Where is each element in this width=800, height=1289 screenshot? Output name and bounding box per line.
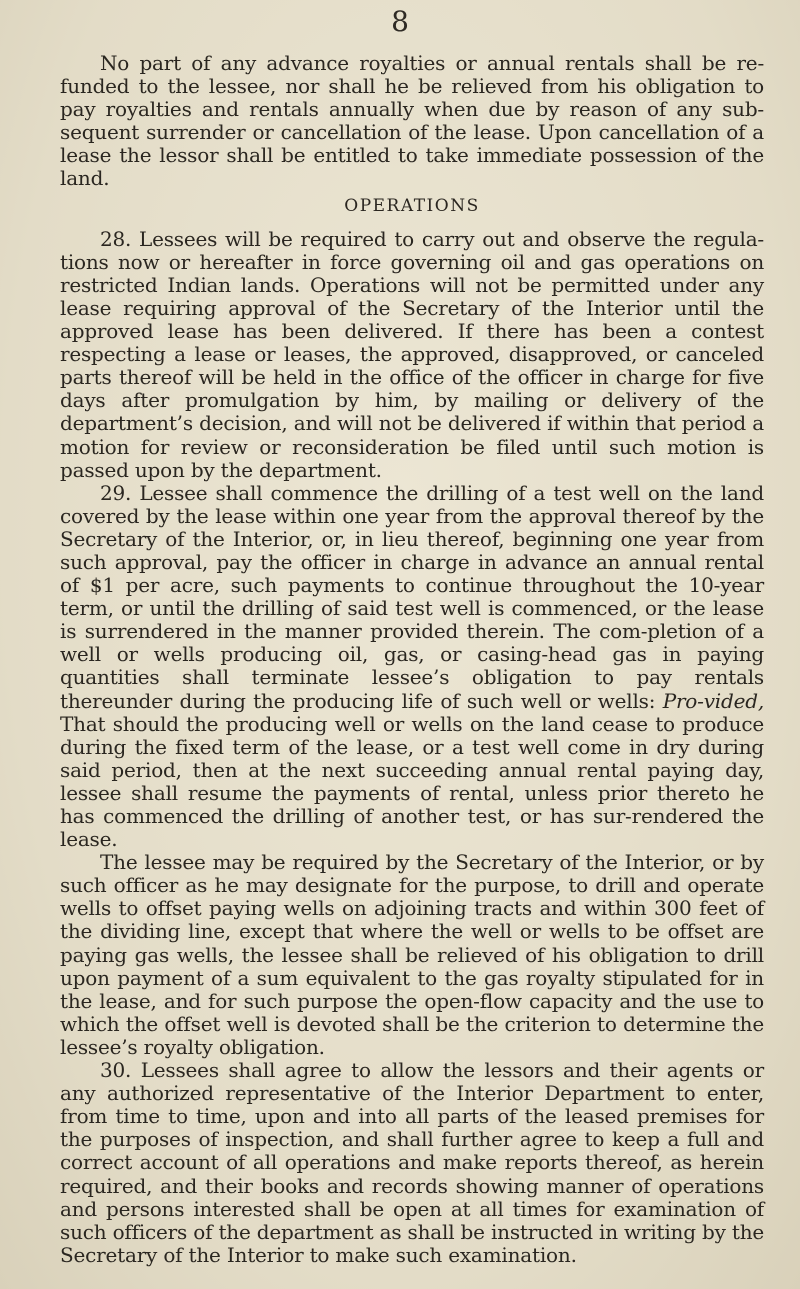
paragraph-29-proviso-text: That should the producing well or wells on the land cease to produce during the fixed term of the lease, or a test well come in dry during said period, then at the next succeeding annual rental paying day, lessee shall resume the payments of rental, unless prior thereto he has commenced the drilling of another test, or has sur-rendered the lease. <box>60 711 764 852</box>
paragraph-29 <box>60 482 764 852</box>
page-number: 8 <box>391 5 409 38</box>
paragraph-29-text: 29. Lessee shall commence the drilling of a test well on the land covered by the lease within one year from the approval thereof by the Secretary of the Interior, or, in lieu thereof, beginning one year from such approval, pay the officer in charge in advance an annual rental of $1 per acre, such payments to continue throughout the 10-year term, or until the drilling of said test well is commenced, or the lease is surrendered in the manner provided therein. The com-pletion of a well or wells producing oil, gas, or casing-head gas in paying quantities shall terminate lessee’s obligation to pay rentals thereunder during the producing life of such well or wells: <box>60 480 764 713</box>
paragraph-offset-wells: The lessee may be required by the Secretary of the Interior, or by such officer as he may designate for the purpose, to drill and operate wells to offset paying wells on adjoining tracts and within 300 feet of the dividing line, except that where the well or wells to be offset are paying gas wells, the lessee shall be relieved of his obligation to drill upon payment of a sum equivalent to the gas royalty stipulated for in the lease, and for such purpose the open-flow capacity and the use to which the offset well is devoted shall be the criterion to determine the lessee’s royalty obligation. <box>60 850 764 1059</box>
body-text <box>60 52 764 1267</box>
proviso-term: Pro-vided, <box>662 688 764 713</box>
paragraph-28: 28. Lessees will be required to carry out and observe the regula-tions now or hereafter in force governing oil and gas operations on restricted Indian lands. Operations will not be permitted under any lease requiring approval of the Secretary of the Interior until the approved lease has been delivered. If there has been a contest respecting a lease or leases, the approved, disapproved, or canceled parts thereof will be held in the office of the officer in charge for five days after promulgation by him, by mailing or delivery of the department’s decision, and will not be delivered if within that period a motion for review or reconsideration be filed until such motion is passed upon by the department. <box>60 226 764 482</box>
paragraph-refund: No part of any advance royalties or annual rentals shall be re-funded to the lessee, nor shall he be relieved from his obligation to pay royalties and rentals annually when due by reason of any sub-sequent surrender or cancellation of the lease. Upon cancellation of a lease the lessor shall be entitled to take immediate possession of the land. <box>60 51 764 191</box>
section-heading-operations: OPERATIONS <box>344 195 480 216</box>
paragraph-30: 30. Lessees shall agree to allow the lessors and their agents or any authorized representative of the Interior Department to enter, from time to time, upon and into all parts of the leased premises for the purposes of inspection, and shall further agree to keep a full and correct account of all operations and make reports thereof, as herein required, and their books and records showing manner of operations and persons interested shall be open at all times for examination of such officers of the department as shall be instructed in writing by the Secretary of the Interior to make such examination. <box>60 1058 765 1267</box>
